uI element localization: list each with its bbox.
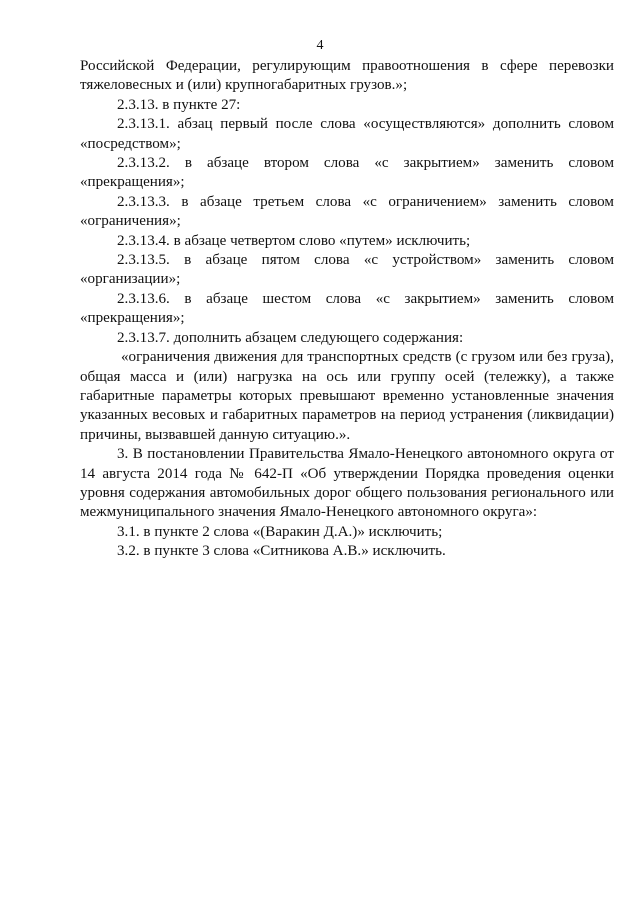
- paragraph-3-2: 3.2. в пункте 3 слова «Ситникова А.В.» исключить.: [117, 543, 446, 560]
- paragraph-2-3-13-4: 2.3.13.4. в абзаце четвертом слово «путем» исключить;: [117, 232, 471, 249]
- paragraph-continuation: Российской Федерации, регулирующим правоотношения в сфере перевозки тяжеловесных и (или) крупногабаритных грузов.»;: [80, 58, 614, 94]
- paragraph-2-3-13-3: 2.3.13.3. в абзаце третьем слова «с ограничением» заменить словом «ограничения»;: [80, 193, 614, 230]
- paragraph-2-3-13-7: 2.3.13.7. дополнить абзацем следующего содержания:: [117, 329, 464, 346]
- paragraph-quoted-addition: «ограничения движения для транспортных средств (с грузом или без груза), общая масса и (или) нагрузка на ось или группу осей (тележку), а также габаритные параметры которых превышают временно установленные значения указанных весовых и габаритных параметров на период устранения (ликвидации) причины, вызвавшей данную ситуацию.».: [80, 349, 614, 443]
- paragraph-3: 3. В постановлении Правительства Ямало-Ненецкого автономного округа от 14 августа 2014 года № 642-П «Об утверждении Порядка проведения оценки уровня содержания автомобильных дорог общего пользования регионального или межмуниципального значения Ямало-Ненецкого автономного округа»:: [80, 446, 614, 521]
- paragraph-2-3-13-5: 2.3.13.5. в абзаце пятом слова «с устройством» заменить словом «организации»;: [80, 252, 614, 288]
- paragraph-2-3-13-1: 2.3.13.1. абзац первый после слова «осуществляются» дополнить словом «посредством»;: [80, 116, 614, 152]
- paragraph-3-1: 3.1. в пункте 2 слова «(Варакин Д.А.)» исключить;: [117, 523, 443, 540]
- paragraph-2-3-13-2: 2.3.13.2. в абзаце втором слова «с закрытием» заменить словом «прекращения»;: [80, 155, 614, 191]
- paragraph-2-3-13-6: 2.3.13.6. в абзаце шестом слова «с закрытием» заменить словом «прекращения»;: [80, 290, 614, 327]
- paragraph-2-3-13: 2.3.13. в пункте 27:: [117, 96, 241, 113]
- page-number: 4: [316, 38, 324, 53]
- document-body: [80, 57, 614, 562]
